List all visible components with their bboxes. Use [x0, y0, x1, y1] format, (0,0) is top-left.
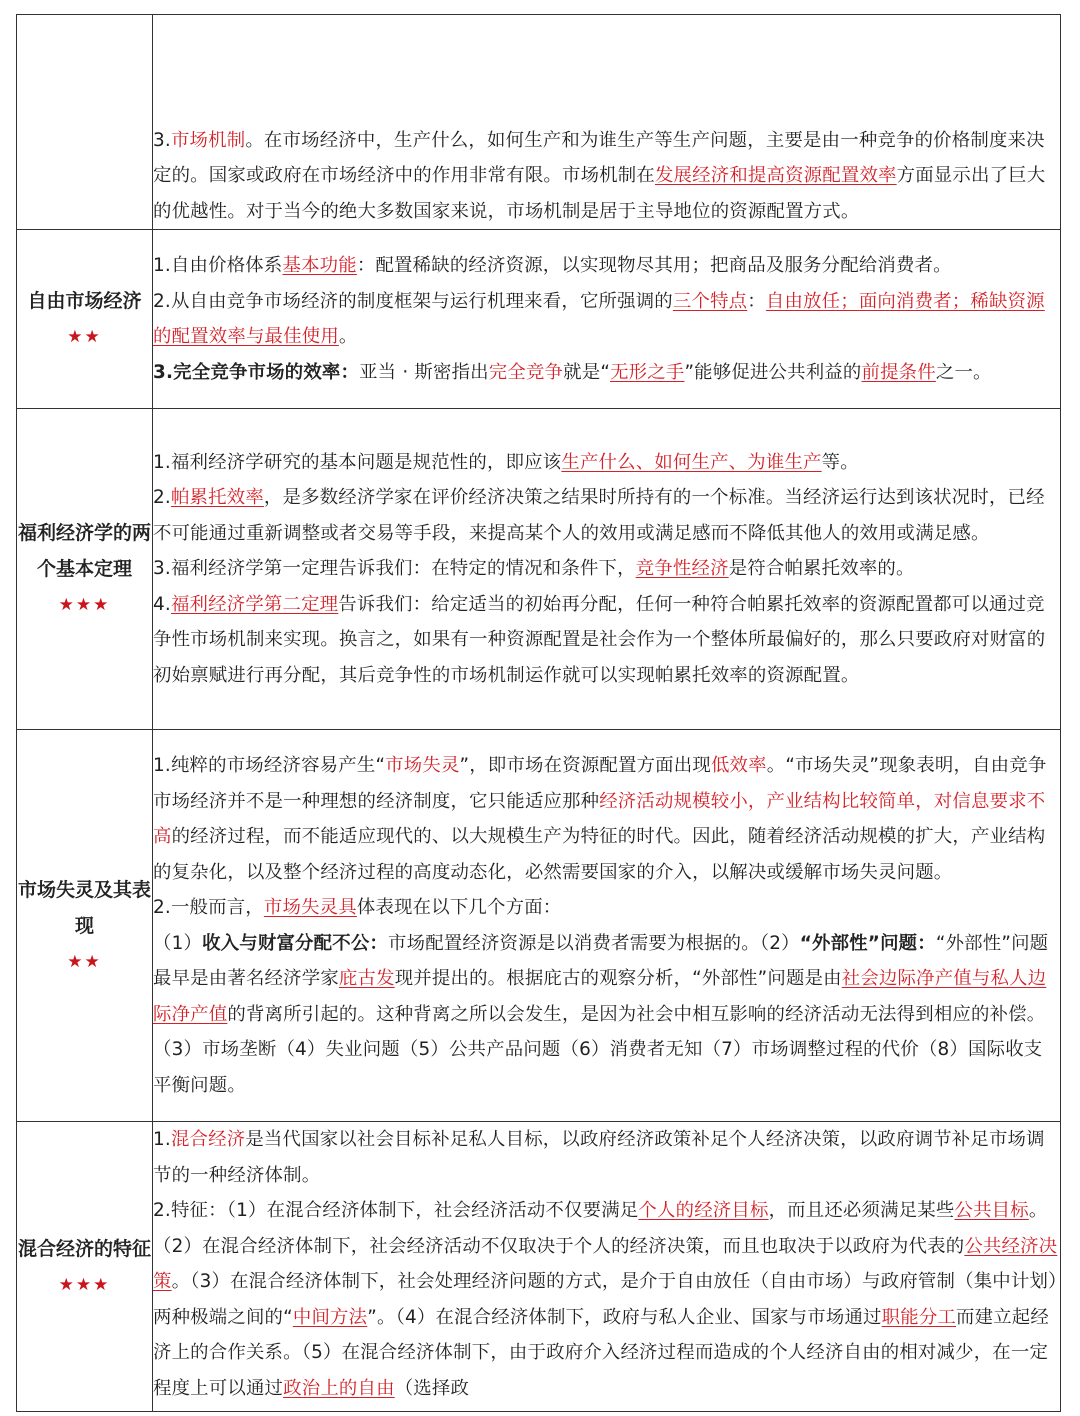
highlighted-term: 职能分工 — [881, 1306, 957, 1328]
text-segment: 。“市场失灵”现象表明，自由竞争市场经济并不是一种理想的经济制度，它只能适应那种 — [153, 755, 1047, 812]
text-segment: 现并提出的。根据庇古的观察分析，“外部性”问题是由 — [394, 968, 842, 989]
text-segment: （选择政 — [394, 1377, 470, 1399]
content-paragraph — [153, 480, 1060, 551]
text-segment: “外部性”问题最早是由著名经济学家 — [153, 932, 1049, 989]
topic-title: 自由市场经济 — [27, 290, 142, 312]
text-segment: ，是多数经济学家在评价经济决策之结果时所持有的一个标准。当经济运行达到该状况时，已经不可能通过重新调整或者交易等手段，来提高某个人的效用或满足感而不降低其他人的效用或满足感。 — [153, 487, 1045, 544]
text-segment: 1. — [153, 1129, 171, 1150]
star-rating: ★★ — [67, 951, 102, 972]
content-cell — [153, 730, 1061, 1122]
highlighted-term: 市场失灵具 — [263, 897, 357, 918]
text-segment: 2. — [153, 487, 171, 509]
content-paragraph — [153, 748, 1060, 890]
content-cell — [153, 409, 1061, 730]
text-segment: 的经济过程，而不能适应现代的、以大规模生产为特征的时代。因此，随着经济活动规模的扩大，产业结构的复杂化，以及整个经济过程的高度动态化，必然需要国家的介入，以解决或缓解市场失灵问题。 — [153, 826, 1046, 883]
text-segment: ，而且还必须满足某些 — [768, 1200, 955, 1221]
text-segment: 是符合帕累托效率的。 — [728, 558, 915, 580]
text-segment: 2.从自由竞争市场经济的制度框架与运行机理来看，它所强调的 — [153, 290, 673, 312]
text-segment: 。（2）在混合经济体制下，社会经济活动不仅取决于个人的经济决策，而且也取决于以政府为代表的 — [153, 1200, 1048, 1257]
text-segment: 是当代国家以社会目标补足私人目标，以政府经济政策补足个人经济决策，以政府调节补足市场调节的一种经济体制。 — [153, 1129, 1045, 1186]
highlighted-term: 社会边际净产值与私人边际净产值 — [153, 968, 1047, 1025]
text-segment: 1.自由价格体系 — [153, 255, 283, 276]
highlighted-term: 发展经济和提高资源配置效率 — [654, 165, 897, 186]
bold-term: 收入与财富分配不公： — [202, 932, 389, 954]
content-paragraph — [153, 123, 1060, 230]
highlighted-term: 个人的经济目标 — [638, 1200, 769, 1221]
text-segment: 的背离所引起的。这种背离之所以会发生，是因为社会中相互影响的经济活动无法得到相应的补偿。（3）市场垄断（4）失业问题（5）公共产品问题（6）消费者无知（7）市场调整过程的代价（8）国际收支平衡问题。 — [153, 1003, 1046, 1096]
key-term: 混合经济 — [170, 1129, 246, 1150]
topic-title: 福利经济学的两个基本定理 — [17, 522, 151, 580]
topic-cell — [17, 230, 153, 409]
text-segment: ：配置稀缺的经济资源，以实现物尽其用；把商品及服务分配给消费者。 — [356, 255, 952, 276]
text-segment: 2.特征：（1）在混合经济体制下，社会经济活动不仅要满足 — [153, 1200, 639, 1221]
topic-cell — [17, 1122, 153, 1412]
key-term: 市场机制 — [170, 129, 246, 151]
content-cell — [153, 15, 1061, 230]
highlighted-term: 竞争性经济 — [635, 558, 729, 580]
star-rating: ★★ — [67, 327, 102, 347]
text-segment: 。（3）在混合经济体制下，社会处理经济问题的方式，是介于自由放任（自由市场）与政府管制（集中计划）两种极端之间的“ — [153, 1271, 1058, 1328]
text-segment: ： — [747, 290, 766, 312]
key-term: 经济活动规模较小，产业结构比较简单，对信息要求不高 — [153, 790, 1046, 847]
text-segment: 1.纯粹的市场经济容易产生“ — [153, 755, 386, 776]
topic-cell — [17, 730, 153, 1122]
key-term: 低效率 — [710, 755, 767, 776]
text-segment: 亚当 · 斯密指出 — [359, 361, 489, 383]
table-row — [17, 409, 1061, 730]
content-paragraph — [153, 926, 1060, 1104]
content-paragraph — [153, 248, 1060, 284]
key-term: 市场失灵 — [385, 755, 460, 776]
content-paragraph — [153, 551, 1060, 587]
text-segment: ”，即市场在资源配置方面出现 — [459, 755, 711, 776]
table-row — [17, 1122, 1061, 1412]
text-segment: 就是“ — [563, 361, 611, 383]
text-segment: 方面显示出了巨大的优越性。对于当今的绝大多数国家来说，市场机制是居于主导地位的资源配置方式。 — [153, 165, 1046, 222]
text-segment: 。在市场经济中，生产什么，如何生产和为谁生产等生产问题，主要是由一种竞争的价格制度来决定的。国家或政府在市场经济中的作用非常有限。市场机制在 — [153, 129, 1045, 186]
text-segment: 体表现在以下几个方面： — [356, 897, 562, 918]
highlighted-term: 庇古发 — [338, 968, 395, 989]
topic-cell — [17, 15, 153, 230]
topic-title: 市场失灵及其表现 — [17, 878, 151, 937]
text-segment: ”能够促进公共利益的 — [684, 361, 862, 383]
highlighted-term: 福利经济学第二定理 — [170, 593, 339, 615]
star-rating: ★★★ — [58, 1274, 111, 1295]
table-row — [17, 15, 1061, 230]
text-segment: 3.福利经济学第一定理告诉我们：在特定的情况和条件下， — [153, 558, 636, 580]
bold-term: 3.完全竞争市场的效率： — [153, 361, 360, 383]
notes-table — [16, 14, 1061, 1412]
text-segment: 2.一般而言， — [153, 897, 264, 918]
text-segment: 告诉我们：给定适当的初始再分配，任何一种符合帕累托效率的资源配置都可以通过竞争性市场机制来实现。换言之，如果有一种资源配置是社会作为一个整体所最偏好的，那么只要政府对财富的初始禀赋进行再分配，其后竞争性的市场机制运作就可以实现帕累托效率的资源配置。 — [153, 593, 1046, 686]
topic-title: 混合经济的特征 — [17, 1237, 151, 1260]
text-segment: （1） — [153, 932, 203, 954]
key-term: 完全竞争 — [488, 361, 564, 383]
highlighted-term: 前提条件 — [861, 361, 936, 383]
table-row — [17, 730, 1061, 1122]
text-segment: 等。 — [821, 451, 859, 473]
text-segment: 之一。 — [935, 361, 992, 383]
text-segment: 1.福利经济学研究的基本问题是规范性的，即应该 — [153, 451, 562, 473]
bold-term: “外部性”问题： — [799, 932, 936, 954]
highlighted-term: 无形之手 — [610, 361, 685, 383]
text-segment: 4. — [153, 593, 171, 615]
topic-cell — [17, 409, 153, 730]
highlighted-term: 政治上的自由 — [283, 1377, 395, 1399]
highlighted-term: 中间方法 — [292, 1306, 368, 1328]
text-segment: 市场配置经济资源是以消费者需要为根据的。（2） — [388, 932, 800, 954]
text-segment: 3. — [153, 129, 171, 151]
content-paragraph — [153, 445, 1060, 481]
content-paragraph — [153, 1122, 1060, 1193]
highlighted-term: 帕累托效率 — [170, 487, 264, 509]
text-segment: 而建立起经济上的合作关系。（5）在混合经济体制下，由于政府介入经济过程而造成的个人经济自由的相对减少，在一定程度上可以通过 — [153, 1306, 1049, 1399]
text-segment: 。 — [338, 326, 358, 347]
highlighted-term: 生产什么、如何生产、为谁生产 — [561, 451, 822, 473]
content-paragraph — [153, 890, 1060, 926]
text-segment: ”。（4）在混合经济体制下，政府与私人企业、国家与市场通过 — [367, 1306, 882, 1328]
highlighted-term: 自由放任；面向消费者；稀缺资源的配置效率与最佳使用 — [153, 290, 1045, 347]
highlighted-term: 三个特点 — [672, 290, 748, 312]
highlighted-term: 公共目标 — [954, 1200, 1029, 1221]
content-paragraph — [153, 587, 1060, 694]
table-row — [17, 230, 1061, 409]
content-cell — [153, 230, 1061, 409]
highlighted-term: 基本功能 — [282, 255, 357, 276]
content-paragraph — [153, 1193, 1060, 1406]
star-rating: ★★★ — [58, 595, 111, 615]
content-paragraph — [153, 355, 1060, 391]
highlighted-term: 公共经济决策 — [153, 1235, 1058, 1292]
content-cell — [153, 1122, 1061, 1412]
content-paragraph — [153, 284, 1060, 355]
